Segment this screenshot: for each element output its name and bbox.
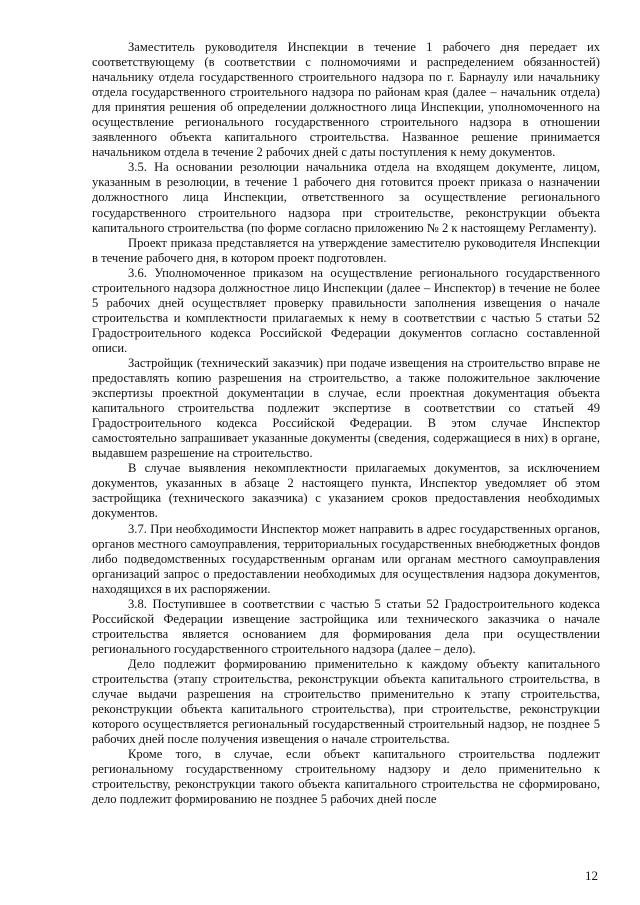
page-number: 12 [585, 868, 598, 883]
paragraph-incompleteness: В случае выявления некомплектности прилагаемых документов, за исключением документов, указанных в абзаце 2 настоящего пункта, Инспектор уведомляет об этом застройщика (технического заказчика) с указанием сроков предоставления необходимых документов. [92, 461, 600, 521]
paragraph-case-formation: Дело подлежит формированию применительно к каждому объекту капитального строительства (этапу строительства, реконструкции объекта капитального строительства, в случае выдачи разрешения на строительство применительно к этапу строительства, реконструкции объекта капитального строительства), при строительстве, реконструкции которого осуществляется региональный государственный строительный надзор, не позднее 5 рабочих дней после получения извещения о начале строительства. [92, 656, 600, 747]
paragraph-3-8: 3.8. Поступившее в соответствии с частью 5 статьи 52 Градостроительного кодекса Российской Федерации извещение застройщика или технического заказчика о начале строительства является основанием для формирования дела при осуществлении регионального государственного строительного надзора (далее – дело). [92, 596, 600, 656]
paragraph-3-6: 3.6. Уполномоченное приказом на осуществление регионального государственного строительного надзора должностное лицо Инспекции (далее – Инспектор) в течение не более 5 рабочих дней осуществляет проверку правильности заполнения извещения о начале строительства и комплектности прилагаемых к нему в соответствии с частью 5 статьи 52 Градостроительного кодекса Российской Федерации документов согласно составленной описи. [92, 265, 600, 355]
body-text [92, 40, 600, 807]
paragraph-deputy-transfer: Заместитель руководителя Инспекции в течение 1 рабочего дня передает их соответствующему (в соответствии с полномочиями и распределением обязанностей) начальнику отдела государственного строительного надзора по г. Барнаулу или начальнику отдела государственного строительного надзора по районам края (далее – начальник отдела) для принятия решения об определении должностного лица Инспекции, уполномоченного на осуществление регионального государственного строительного надзора в отношении заявленного объекта капитального строительства. Названное решение принимается начальником отдела в течение 2 рабочих дней с даты поступления к нему документов. [92, 40, 600, 160]
paragraph-developer-rights: Застройщик (технический заказчик) при подаче извещения на строительство вправе не предоставлять копию разрешения на строительство, а также положительное заключение экспертизы проектной документации в случае, если проектная документация объекта капитального строительства подлежит экспертизе в соответствии со статьей 49 Градостроительного кодекса Российской Федерации. В этом случае Инспектор самостоятельно запрашивает указанные документы (сведения, содержащиеся в них) в органе, выдавшем разрешение на строительство. [92, 355, 600, 461]
paragraph-3-7: 3.7. При необходимости Инспектор может направить в адрес государственных органов, органов местного самоуправления, территориальных государственных внебюджетных фондов либо подведомственных государственным органам или органам местного самоуправления организаций запрос о предоставлении необходимых для осуществления надзора документов, находящихся в их распоряжении. [92, 521, 600, 596]
paragraph-additionally: Кроме того, в случае, если объект капитального строительства подлежит региональному государственному строительному надзору и дело применительно к строительству, реконструкции такого объекта капитального строительства не сформировано, дело подлежит формированию не позднее 5 рабочих дней после [92, 747, 600, 807]
paragraph-order-draft: Проект приказа представляется на утверждение заместителю руководителя Инспекции в течение рабочего дня, в котором проект подготовлен. [92, 235, 600, 265]
paragraph-3-5: 3.5. На основании резолюции начальника отдела на входящем документе, лицом, указанным в резолюции, в течение 1 рабочего дня готовится проект приказа о назначении должностного лица Инспекции, ответственного за осуществление регионального государственного строительного надзора при строительстве, реконструкции объекта капитального строительства (по форме согласно приложению № 2 к настоящему Регламенту). [92, 160, 600, 235]
